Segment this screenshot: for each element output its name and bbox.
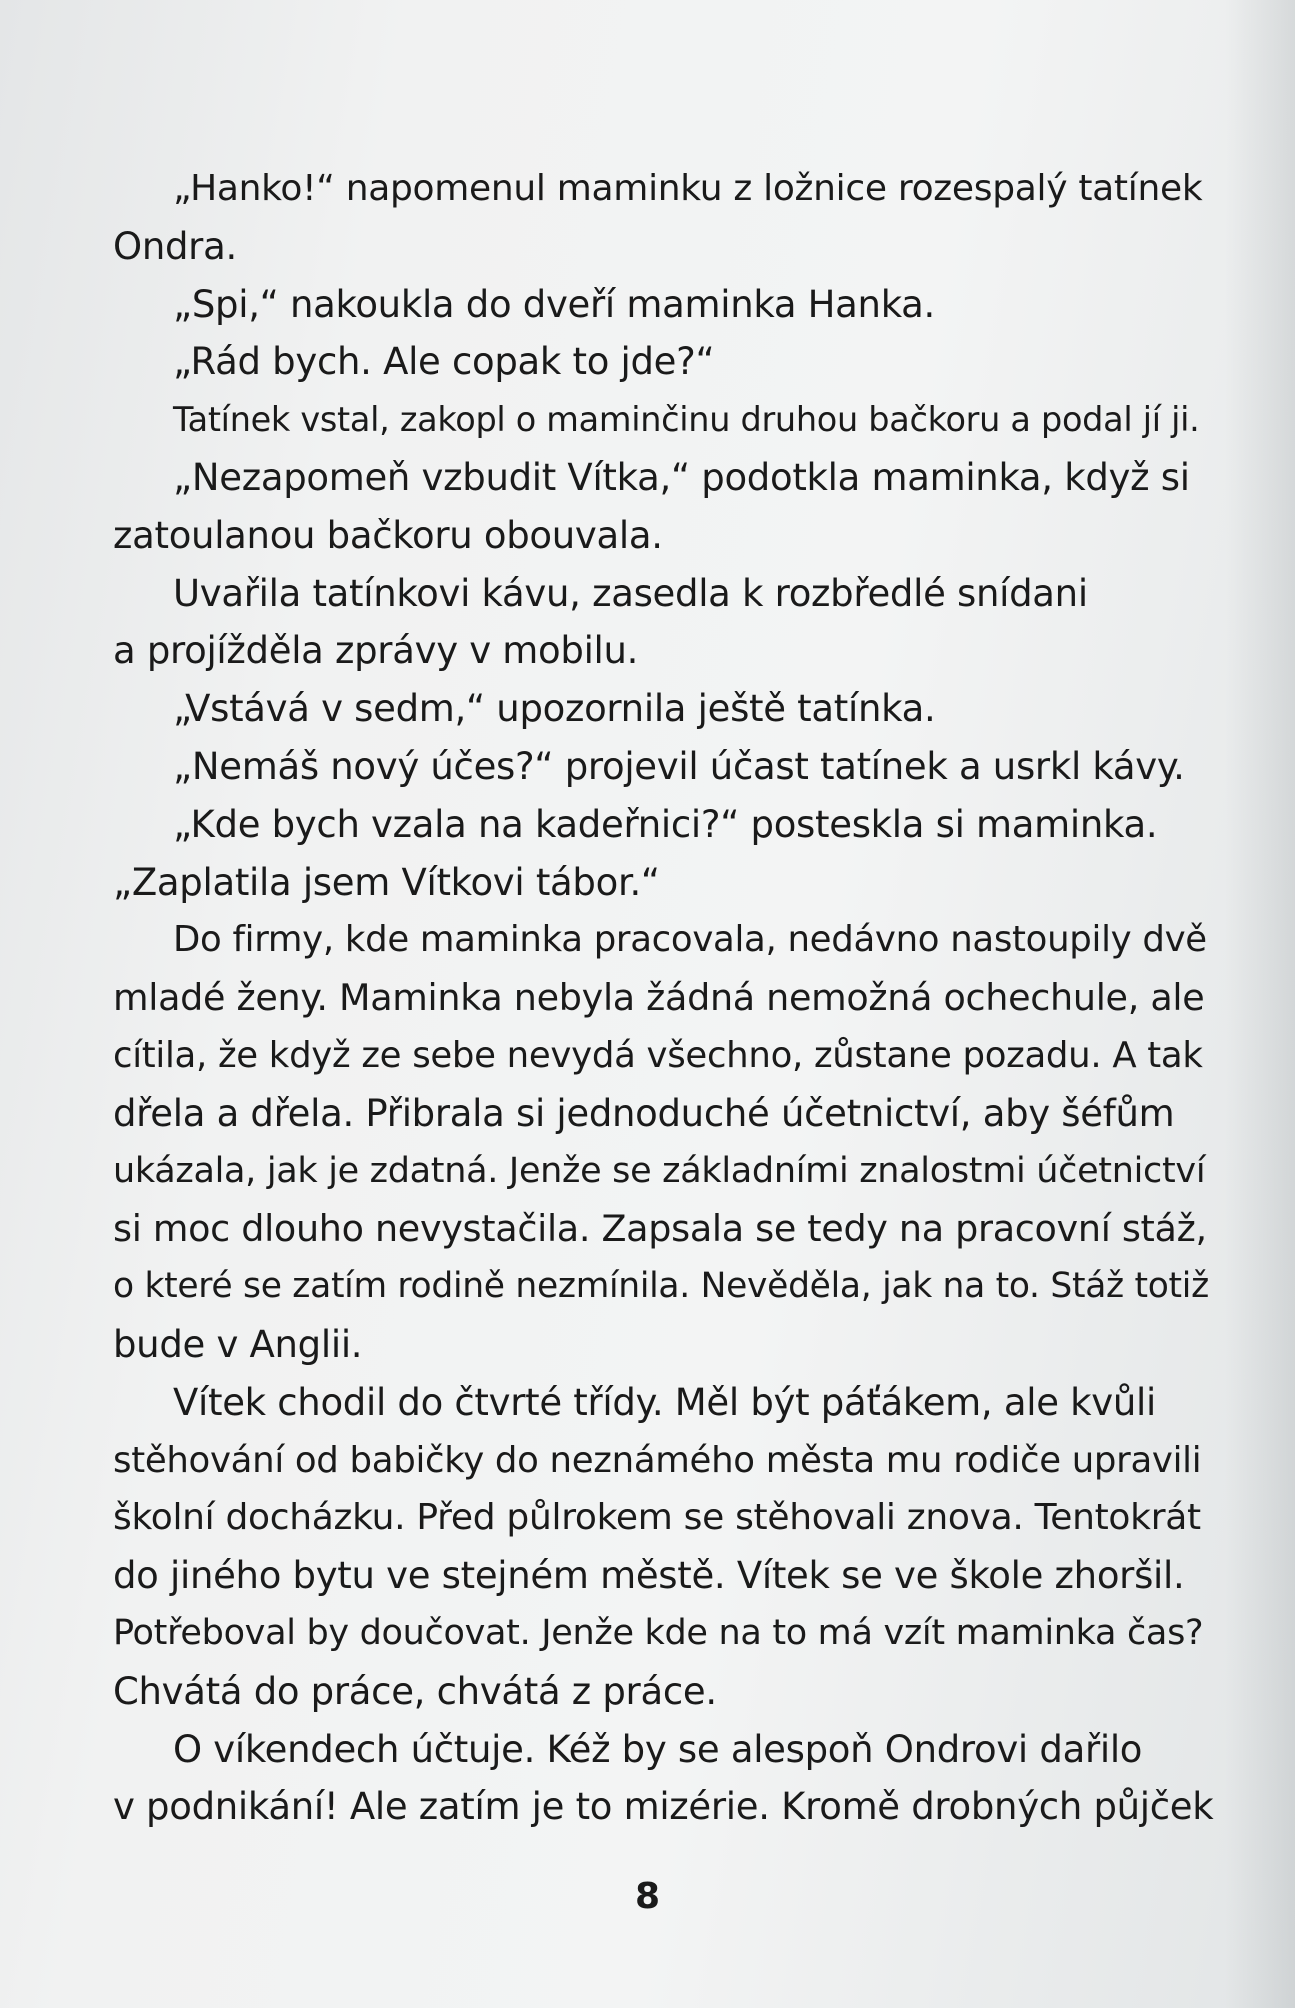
text-line: zatoulanou bačkoru obouvala.	[113, 513, 663, 557]
text-line: Ondra.	[113, 224, 237, 268]
text-line: „Spi,“ nakoukla do dveří maminka Hanka.	[173, 282, 936, 326]
text-line: si moc dlouho nevystačila. Zapsala se tedy na pracovní stáž,	[113, 1207, 1207, 1251]
text-line: o které se zatím rodině nezmínila. Nevěděla, jak na to. Stáž totiž	[113, 1266, 1209, 1307]
text-line: Tatínek vstal, zakopl o maminčinu druhou bačkoru a podal jí ji.	[173, 400, 1200, 440]
text-line: „Rád bych. Ale copak to jde?“	[173, 340, 715, 384]
text-line: Chvátá do práce, chvátá z práce.	[113, 1669, 717, 1713]
text-line: školní docházku. Před půlrokem se stěhovali znova. Tentokrát	[113, 1497, 1201, 1539]
text-line: „Zaplatila jsem Vítkovi tábor.“	[113, 860, 660, 904]
text-line: do jiného bytu ve stejném městě. Vítek se ve škole zhoršil.	[113, 1554, 1185, 1598]
text-line: „Hanko!“ napomenul maminku z ložnice rozespalý tatínek	[173, 168, 1203, 209]
text-line: v podnikání! Ale zatím je to mizérie. Kromě drobných půjček	[113, 1785, 1214, 1829]
text-line: O víkendech účtuje. Kéž by se alespoň Ondrovi dařilo	[173, 1727, 1143, 1771]
text-line: mladé ženy. Maminka nebyla žádná nemožná ochechule, ale	[113, 976, 1205, 1020]
text-line: ukázala, jak je zdatná. Jenže se základními znalostmi účetnictví	[113, 1150, 1206, 1191]
text-line: stěhování od babičky do neznámého města mu rodiče upravili	[113, 1439, 1202, 1481]
text-line: Do firmy, kde maminka pracovala, nedávno nastoupily dvě	[173, 919, 1207, 961]
text-line: „Nemáš nový účes?“ projevil účast tatínek a usrkl kávy.	[173, 744, 1185, 788]
text-line: Vítek chodil do čtvrté třídy. Měl být páťákem, ale kvůli	[173, 1380, 1156, 1424]
text-line: „Vstává v sedm,“ upozornila ještě tatínka.	[173, 687, 936, 731]
text-line: Uvařila tatínkovi kávu, zasedla k rozbředlé snídani	[173, 571, 1088, 615]
text-line: Potřeboval by doučovat. Jenže kde na to má vzít maminka čas?	[113, 1612, 1204, 1653]
text-line: bude v Anglii.	[113, 1322, 363, 1366]
text-line: dřela a dřela. Přibrala si jednoduché účetnictví, aby šéfům	[113, 1091, 1175, 1135]
text-line: „Kde bych vzala na kadeřnici?“ posteskla si maminka.	[173, 802, 1158, 846]
text-line: cítila, že když ze sebe nevydá všechno, zůstane pozadu. A tak	[113, 1034, 1203, 1076]
text-line: „Nezapomeň vzbudit Vítka,“ podotkla maminka, když si	[173, 455, 1190, 499]
body-text	[113, 160, 1213, 1836]
text-line: a projížděla zprávy v mobilu.	[113, 629, 639, 673]
page-number: 8	[634, 1876, 661, 1917]
